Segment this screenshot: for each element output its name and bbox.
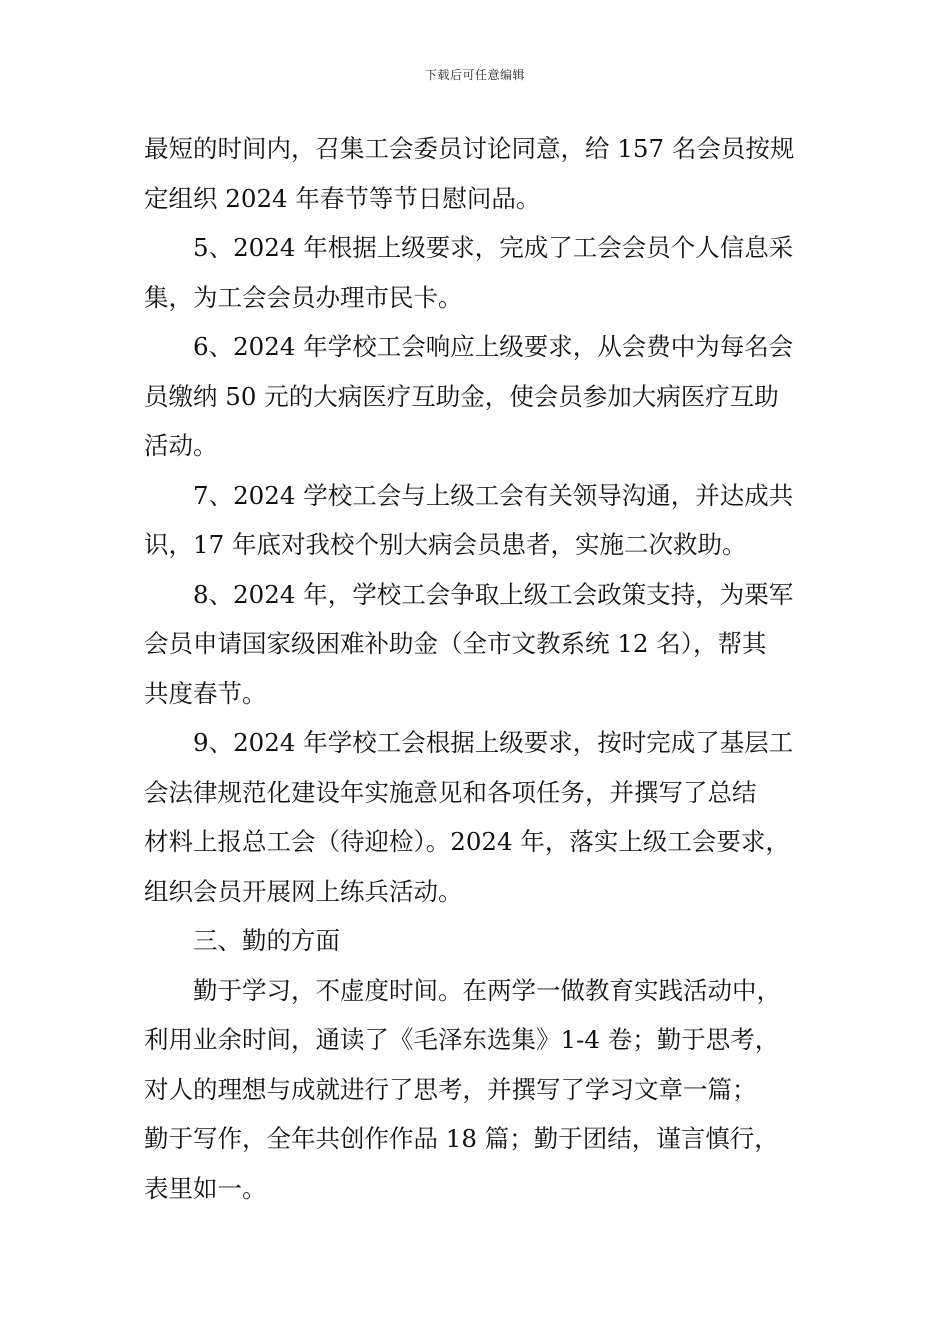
text-line: 组织会员开展网上练兵活动。 xyxy=(144,876,463,906)
section-heading: 三、勤的方面 xyxy=(193,926,340,955)
text-line: 定组织 2024 年春节等节日慰问品。 xyxy=(144,183,541,213)
text-line: 5、2024 年根据上级要求，完成了工会会员个人信息采 xyxy=(193,233,794,262)
text-line: 6、2024 年学校工会响应上级要求，从会费中为每名会 xyxy=(193,332,794,361)
text-line: 会员申请国家级困难补助金（全市文教系统 12 名），帮其 xyxy=(144,629,767,658)
text-line: 集，为工会会员办理市民卡。 xyxy=(144,282,463,312)
text-line: 对人的理想与成就进行了思考，并撰写了学习文章一篇； xyxy=(144,1074,757,1104)
text-line: 会法律规范化建设年实施意见和各项任务，并撰写了总结 xyxy=(144,777,757,807)
text-line: 8、2024 年，学校工会争取上级工会政策支持，为栗军 xyxy=(193,579,794,609)
text-line: 最短的时间内，召集工会委员讨论同意，给 157 名会员按规 xyxy=(144,134,795,163)
text-line: 材料上报总工会（待迎检）。2024 年，落实上级工会要求， xyxy=(144,827,790,856)
text-line: 勤于写作，全年共创作作品 18 篇；勤于团结，谨言慎行， xyxy=(144,1124,779,1153)
text-line: 识，17 年底对我校个别大病会员患者，实施二次救助。 xyxy=(144,530,747,559)
document-body xyxy=(144,124,834,1213)
text-line: 勤于学习，不虚度时间。在两学一做教育实践活动中， xyxy=(193,975,781,1005)
text-line: 利用业余时间，通读了《毛泽东选集》1-4 卷；勤于思考， xyxy=(144,1025,780,1054)
text-line: 共度春节。 xyxy=(144,678,267,708)
text-line: 活动。 xyxy=(144,431,218,460)
text-line: 9、2024 年学校工会根据上级要求，按时完成了基层工 xyxy=(193,728,794,757)
page-header-note: 下载后可任意编辑 xyxy=(424,68,525,82)
text-line: 表里如一。 xyxy=(144,1173,267,1203)
text-line: 员缴纳 50 元的大病医疗互助金，使会员参加大病医疗互助 xyxy=(144,381,779,411)
text-line: 7、2024 学校工会与上级工会有关领导沟通，并达成共 xyxy=(193,480,794,510)
